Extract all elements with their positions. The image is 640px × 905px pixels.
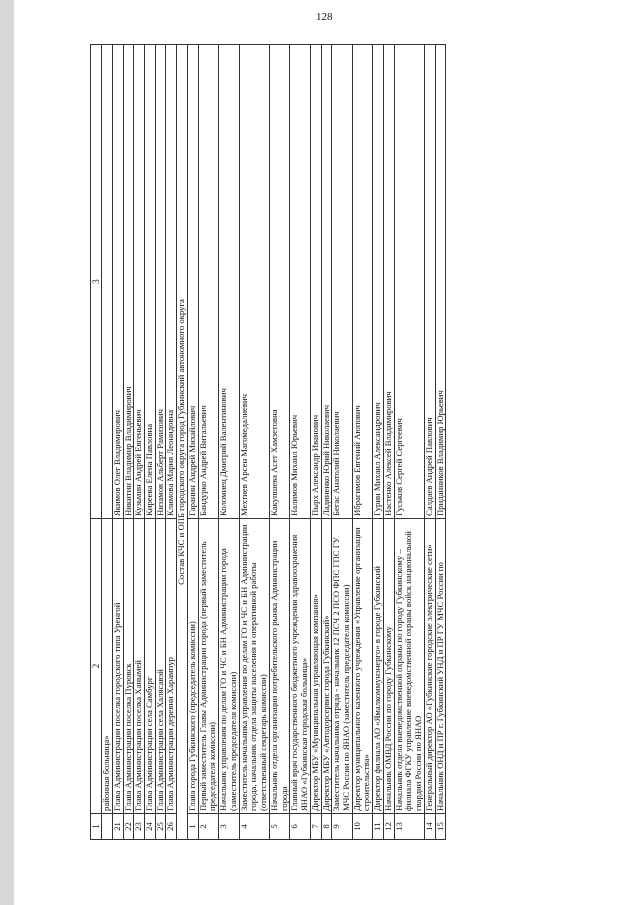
row-number-cell: 22 bbox=[123, 814, 134, 840]
table-row bbox=[112, 45, 123, 840]
member-name-cell: Настенко Алексей Владимирович bbox=[383, 45, 394, 519]
row-number-cell: 21 bbox=[112, 814, 123, 840]
header-col3: 3 bbox=[91, 45, 102, 519]
position-cell: Начальник ОМВД России по городу Губкинскому bbox=[383, 519, 394, 814]
table-row bbox=[123, 45, 134, 840]
member-name-cell: Низамов Альберт Рамизович bbox=[155, 45, 166, 519]
table-row bbox=[198, 45, 218, 840]
row-number-cell: 23 bbox=[134, 814, 145, 840]
table-row bbox=[166, 45, 177, 840]
position-cell: Заместитель начальника управления по делам ГО и ЧС и БН Администрации города, начальник отдела защиты населения и оперативной работы (ответственный секретарь комиссии) bbox=[239, 519, 269, 814]
row-number-cell: 9 bbox=[332, 814, 352, 840]
position-cell: Главный врач государственного бюджетного учреждения здравоохранения ЯНАО «Губкинская городская больница» bbox=[290, 519, 310, 814]
table-row bbox=[310, 45, 321, 840]
position-cell: Начальник управления по делам ГО и ЧС и БН Администрации города (заместитель председателя комиссии) bbox=[219, 519, 239, 814]
table-row bbox=[383, 45, 394, 840]
member-name-cell: Якимов Олег Владимирович bbox=[112, 45, 123, 519]
member-name-cell bbox=[102, 45, 113, 519]
row-number-cell: 4 bbox=[239, 814, 269, 840]
position-cell: Глава Администрации поселка Ханымей bbox=[134, 519, 145, 814]
header-col2: 2 bbox=[91, 519, 102, 814]
member-name-cell: Бандурко Андрей Витальевич bbox=[198, 45, 218, 519]
row-number-cell: 13 bbox=[394, 814, 424, 840]
row-number-cell: 24 bbox=[145, 814, 156, 840]
member-name-cell: Гуськов Сергей Сергеевич bbox=[394, 45, 424, 519]
table-row bbox=[352, 45, 372, 840]
table-row bbox=[145, 45, 156, 840]
row-number-cell: 6 bbox=[290, 814, 310, 840]
member-name-cell: Бегас Анатолий Николаевич bbox=[332, 45, 352, 519]
member-name-cell: Никитин Владимир Владимирович bbox=[123, 45, 134, 519]
position-cell: Первый заместитель Главы Администрации города (первый заместитель председателя комиссии) bbox=[198, 519, 218, 814]
table-row bbox=[155, 45, 166, 840]
row-number-cell: 8 bbox=[321, 814, 332, 840]
position-cell: Глава Администрации поселка Пуровск bbox=[123, 519, 134, 814]
commission-table bbox=[90, 44, 446, 840]
member-name-cell: Коломиец Дмитрий Валентинович bbox=[219, 45, 239, 519]
row-number-cell: 1 bbox=[187, 814, 198, 840]
row-number-cell: 25 bbox=[155, 814, 166, 840]
position-cell: Глава города Губкинского (председатель комиссии) bbox=[187, 519, 198, 814]
member-name-cell: Какупшева Асет Хамзетовна bbox=[269, 45, 289, 519]
table-row bbox=[424, 45, 435, 840]
position-cell: Глава Администрации деревни Харампур bbox=[166, 519, 177, 814]
position-cell: районная больница» bbox=[102, 519, 113, 814]
section-title-row bbox=[177, 45, 188, 840]
page-edge-shadow bbox=[0, 0, 14, 905]
table-row bbox=[239, 45, 269, 840]
position-cell: Директор филиала АО «Ямалкоммунэнерго» в городе Губкинский bbox=[373, 519, 384, 814]
position-cell: Директор МБУ «Автодорсервис города Губкинский» bbox=[321, 519, 332, 814]
member-name-cell: Мехтиев Арсен Магомедалиевич bbox=[239, 45, 269, 519]
table-row bbox=[332, 45, 352, 840]
row-number-cell: 2 bbox=[198, 814, 218, 840]
position-cell: Глава Администрации села Халясавэй bbox=[155, 519, 166, 814]
rotated-table-container bbox=[90, 45, 594, 840]
table-row bbox=[435, 45, 446, 840]
row-number-cell: 15 bbox=[435, 814, 446, 840]
position-cell: Начальник отдела организации потребительского рынка Администрации города bbox=[269, 519, 289, 814]
table-row bbox=[102, 45, 113, 840]
row-number-cell bbox=[102, 814, 113, 840]
position-cell: Генеральный директор АО «Губкинские городские электрические сети» bbox=[424, 519, 435, 814]
member-name-cell: Киреева Елена Павловна bbox=[145, 45, 156, 519]
member-name-cell: Климова Мария Леонидовна bbox=[166, 45, 177, 519]
position-cell: Заместитель начальника отряда - начальник 12 ПСЧ 2 ПСО ФПС ГПС ГУ МЧС России по ЯНАО (заместитель председателя комиссии) bbox=[332, 519, 352, 814]
position-cell: Начальник ОНД и ПР г. Губкинский УНД и ПР ГУ МЧС России по bbox=[435, 519, 446, 814]
row-number-cell: 3 bbox=[219, 814, 239, 840]
position-cell: Директор муниципального казенного учреждения «Управление организации строительства» bbox=[352, 519, 372, 814]
member-name-cell: Приданников Владимир Юрьевич bbox=[435, 45, 446, 519]
table-row bbox=[219, 45, 239, 840]
member-name-cell: Ибрагимов Евгений Аюпович bbox=[352, 45, 372, 519]
row-number-cell: 5 bbox=[269, 814, 289, 840]
table-row bbox=[394, 45, 424, 840]
table-row bbox=[187, 45, 198, 840]
position-cell: Глава Администрации поселка городского типа Уренгой bbox=[112, 519, 123, 814]
row-number-cell: 7 bbox=[310, 814, 321, 840]
row-number-cell: 10 bbox=[352, 814, 372, 840]
table-row bbox=[373, 45, 384, 840]
position-cell: Директор МБУ «Муниципальная управляющая компания» bbox=[310, 519, 321, 814]
row-number-cell: 26 bbox=[166, 814, 177, 840]
member-name-cell: Налимов Михаил Юрьевич bbox=[290, 45, 310, 519]
member-name-cell: Ладиненко Юрий Николаевич bbox=[321, 45, 332, 519]
member-name-cell: Гаранин Андрей Михайлович bbox=[187, 45, 198, 519]
table-row bbox=[321, 45, 332, 840]
table-row bbox=[269, 45, 289, 840]
member-name-cell: Пырх Александр Иванович bbox=[310, 45, 321, 519]
table-row bbox=[134, 45, 145, 840]
header-col1: 1 bbox=[91, 814, 102, 840]
header-row bbox=[91, 45, 102, 840]
page-number: 128 bbox=[316, 11, 333, 23]
table-row bbox=[290, 45, 310, 840]
member-name-cell: Салдаев Андрей Павлович bbox=[424, 45, 435, 519]
row-number-cell: 12 bbox=[383, 814, 394, 840]
row-number-cell: 11 bbox=[373, 814, 384, 840]
position-cell: Глава Администрации села Самбург bbox=[145, 519, 156, 814]
position-cell: Начальник отдела вневедомственной охраны по городу Губкинскому – филиала ФГКУ управление вневедомственной охраны войск национальной гвардии России по ЯНАО bbox=[394, 519, 424, 814]
member-name-cell: Гурин Михаил Александрович bbox=[373, 45, 384, 519]
section-title: Состав КЧС и ОПБ городского округа город Губкинский автономного округа bbox=[177, 45, 188, 840]
row-number-cell: 14 bbox=[424, 814, 435, 840]
member-name-cell: Кузьмин Андрей Евгеньевич bbox=[134, 45, 145, 519]
